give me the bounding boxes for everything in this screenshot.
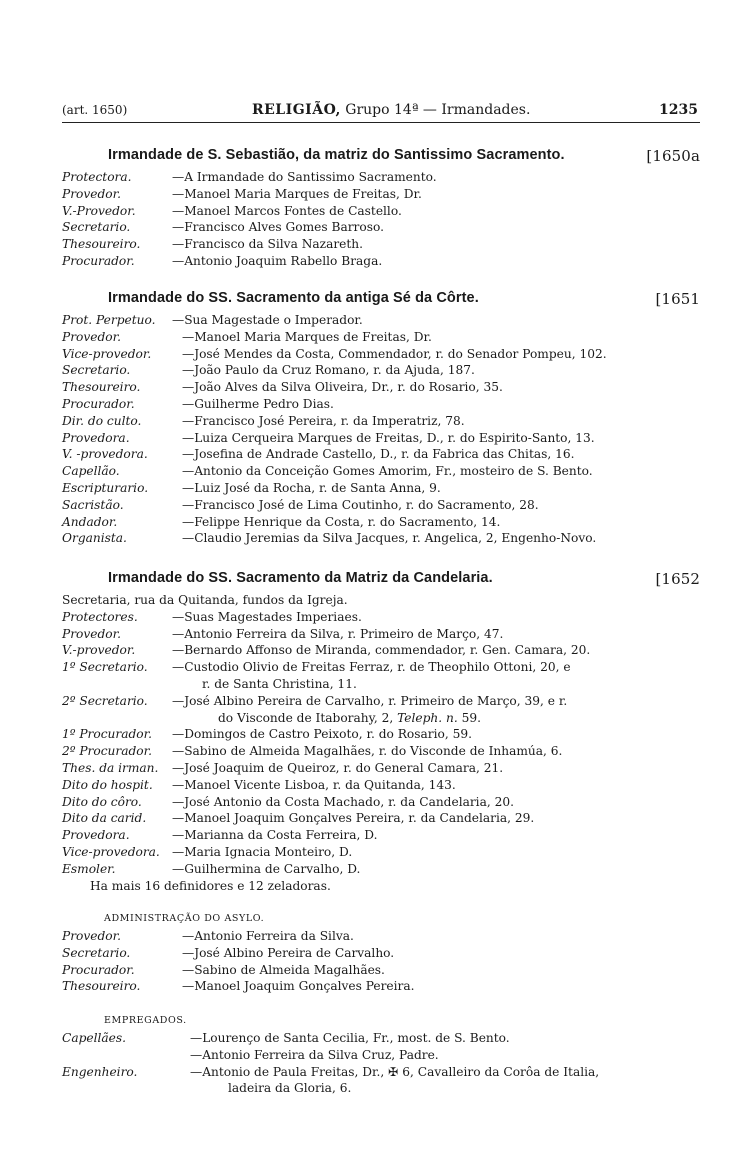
- entry-row: [62, 827, 712, 844]
- entry-role: V.-Provedor.: [62, 203, 136, 218]
- entry-row: [62, 642, 712, 659]
- entry-row: [62, 346, 712, 363]
- section-outro: [62, 878, 712, 895]
- entry-continuation: [62, 676, 712, 693]
- entry-row: [62, 396, 712, 413]
- section-number: [1651: [655, 290, 700, 308]
- entry-row: [62, 945, 712, 962]
- entry-role: Procurador.: [62, 396, 135, 411]
- entry-role: Andador.: [62, 514, 118, 529]
- entry-value: —Bernardo Affonso de Miranda, commendador, r. Gen. Camara, 20.: [172, 643, 591, 658]
- entry-value: —José Albino Pereira de Carvalho, r. Primeiro de Março, 39, e r.: [172, 693, 568, 708]
- section-outro-text: Ha mais 16 definidores e 12 zeladoras.: [90, 878, 331, 893]
- entry-value: —Manoel Maria Marques de Freitas, Dr.: [172, 186, 422, 201]
- entry-role: Thesoureiro.: [62, 979, 141, 994]
- entry-value: —Francisco José Pereira, r. da Imperatriz, 78.: [182, 413, 465, 428]
- entry-row: [62, 659, 712, 676]
- entry-value: —Maria Ignacia Monteiro, D.: [172, 844, 353, 859]
- section-title-text: Irmandade do SS. Sacramento da Matriz da Candelaria.: [108, 570, 493, 586]
- entry-row: [62, 978, 712, 995]
- entry-role: Provedora.: [62, 430, 130, 445]
- entry-role: Dito do côro.: [62, 794, 142, 809]
- entry-row: [62, 446, 712, 463]
- entry-row: [62, 609, 712, 626]
- entry-role: Provedor.: [62, 626, 121, 641]
- entry-role: Provedora.: [62, 828, 130, 843]
- header-title: [252, 102, 530, 118]
- entry-row: [62, 497, 712, 514]
- entry-value: —Manoel Vicente Lisboa, r. da Quitanda, 143.: [172, 777, 456, 792]
- section-1650a: [62, 147, 712, 270]
- section-title-text: Irmandade de S. Sebastião, da matriz do Santissimo Sacramento.: [108, 147, 565, 163]
- entry-row: [62, 844, 712, 861]
- section-title: [62, 147, 712, 169]
- entry-row: [62, 219, 712, 236]
- entry-row: [62, 186, 712, 203]
- entry-role: V. -provedora.: [62, 447, 148, 462]
- entry-continuation: [62, 1080, 712, 1097]
- entry-value: —Claudio Jeremias da Silva Jacques, r. Angelica, 2, Engenho-Novo.: [182, 531, 597, 546]
- entry-value: —José Antonio da Costa Machado, r. da Candelaria, 20.: [172, 794, 514, 809]
- entry-role: V.-provedor.: [62, 643, 136, 658]
- entry-continuation: [62, 710, 712, 727]
- entry-role: Dito do hospit.: [62, 777, 153, 792]
- entry-value: —Antonio Ferreira da Silva Cruz, Padre.: [190, 1047, 439, 1062]
- page-number: 1235: [659, 102, 698, 118]
- entry-role: 2º Procurador.: [62, 744, 152, 759]
- entry-value: —João Paulo da Cruz Romano, r. da Ajuda, 187.: [182, 363, 475, 378]
- entry-role: Capellão.: [62, 464, 120, 479]
- entry-role: Sacristão.: [62, 497, 124, 512]
- entry-row: [62, 329, 712, 346]
- entry-row: [62, 777, 712, 794]
- entry-role: Dito da carid.: [62, 811, 147, 826]
- entry-role: Secretario.: [62, 945, 131, 960]
- entry-role: Protectores.: [62, 609, 138, 624]
- entry-value: —Josefina de Andrade Castello, D., r. da Fabrica das Chitas, 16.: [182, 447, 575, 462]
- header-title-bold: RELIGIÃO,: [252, 102, 341, 118]
- entry-row: [62, 253, 712, 270]
- section-title: [62, 570, 712, 592]
- section-number: [1652: [655, 570, 700, 588]
- header-article-ref: (art. 1650): [62, 103, 128, 117]
- entry-row: [62, 760, 712, 777]
- entry-row: [62, 1064, 712, 1081]
- entry-value: —Sabino de Almeida Magalhães.: [182, 962, 385, 977]
- entry-role: Provedor.: [62, 186, 121, 201]
- header-title-rest: Grupo 14ª — Irmandades.: [340, 102, 531, 118]
- entry-role: Engenheiro.: [62, 1064, 138, 1079]
- entry-value: —José Joaquim de Queiroz, r. do General Camara, 21.: [172, 760, 504, 775]
- entry-value: —Antonio da Conceição Gomes Amorim, Fr., mosteiro de S. Bento.: [182, 464, 593, 479]
- entry-value: —Antonio Ferreira da Silva.: [182, 929, 354, 943]
- entry-role: 2º Secretario.: [62, 693, 148, 708]
- entry-role: Capellães.: [62, 1031, 127, 1045]
- entry-value: —Sabino de Almeida Magalhães, r. do Visconde de Inhamúa, 6.: [172, 744, 563, 759]
- entry-row: [62, 1047, 712, 1064]
- entry-row: [62, 514, 712, 531]
- entry-value: —Suas Magestades Imperiaes.: [172, 609, 362, 624]
- continuation-part: do Visconde de Itaborahy, 2,: [218, 710, 398, 725]
- entry-role: Provedor.: [62, 929, 121, 943]
- entry-role: Thesoureiro.: [62, 237, 141, 252]
- entry-value: —Luiz José da Rocha, r. de Santa Anna, 9.: [182, 480, 441, 495]
- entry-row: [62, 1030, 712, 1047]
- section-number: [1650a: [646, 147, 700, 165]
- entry-row: [62, 928, 712, 945]
- entry-value: —Antonio Ferreira da Silva, r. Primeiro de Março, 47.: [172, 626, 504, 641]
- entry-value: —Guilherme Pedro Dias.: [182, 396, 334, 411]
- entry-role: Dir. do culto.: [62, 413, 142, 428]
- entry-row: [62, 430, 712, 447]
- entry-value: —Luiza Cerqueira Marques de Freitas, D., r. do Espirito-Santo, 13.: [182, 430, 595, 445]
- entry-row: [62, 962, 712, 979]
- entry-row: [62, 810, 712, 827]
- entry-value: —Francisco José de Lima Coutinho, r. do Sacramento, 28.: [182, 497, 539, 512]
- entry-role: Thes. da irman.: [62, 760, 159, 775]
- entry-role: Thesoureiro.: [62, 380, 141, 395]
- entry-row: [62, 626, 712, 643]
- entry-value: —Manoel Marcos Fontes de Castello.: [172, 203, 402, 218]
- entry-row: [62, 530, 712, 547]
- entry-row: [62, 743, 712, 760]
- continuation-italic: Teleph. n.: [397, 710, 458, 725]
- entry-value: —Guilhermina de Carvalho, D.: [172, 861, 361, 876]
- section-1652: [62, 570, 712, 894]
- entry-value: —Felippe Henrique da Costa, r. do Sacramento, 14.: [182, 514, 501, 529]
- entry-row: [62, 413, 712, 430]
- entry-row: [62, 794, 712, 811]
- entry-value: —Custodio Olivio de Freitas Ferraz, r. de Theophilo Ottoni, 20, e: [172, 660, 571, 675]
- entry-row: [62, 362, 712, 379]
- entry-role: Vice-provedor.: [62, 346, 152, 361]
- entry-continuation-text: r. de Santa Christina, 11.: [202, 676, 357, 691]
- entry-role: Vice-provedora.: [62, 844, 160, 859]
- entry-role: Provedor.: [62, 329, 121, 344]
- entry-role: Protectora.: [62, 170, 132, 184]
- entry-value: —José Mendes da Costa, Commendador, r. do Senador Pompeu, 102.: [182, 346, 607, 361]
- entry-role: Organista.: [62, 531, 127, 546]
- running-header: [62, 103, 698, 123]
- entry-row: [62, 236, 712, 253]
- entry-value: —Sua Magestade o Imperador.: [172, 313, 363, 327]
- entry-value: —Manoel Joaquim Gonçalves Pereira, r. da Candelaria, 29.: [172, 811, 535, 826]
- header-rule: [62, 122, 700, 123]
- entry-role: Escripturario.: [62, 480, 149, 495]
- entry-role: Prot. Perpetuo.: [62, 313, 156, 327]
- entry-value: —Manoel Maria Marques de Freitas, Dr.: [182, 329, 432, 344]
- entry-value: —A Irmandade do Santissimo Sacramento.: [172, 170, 437, 184]
- entry-role: 1º Procurador.: [62, 727, 152, 742]
- entry-role: Esmoler.: [62, 861, 116, 876]
- section-1651: [62, 290, 712, 547]
- empregados-section: [62, 1012, 712, 1097]
- entry-role: Secretario.: [62, 363, 131, 378]
- entry-role: Procurador.: [62, 253, 135, 268]
- entry-role: Procurador.: [62, 962, 135, 977]
- entry-continuation-text: [218, 710, 481, 727]
- empregados-heading: EMPREGADOS.: [104, 1015, 187, 1026]
- section-title: [62, 290, 712, 312]
- entry-value: —Francisco Alves Gomes Barroso.: [172, 220, 384, 235]
- entry-value: —Marianna da Costa Ferreira, D.: [172, 828, 378, 843]
- entry-row: [62, 693, 712, 710]
- entry-value: —Lourenço de Santa Cecilia, Fr., most. de S. Bento.: [190, 1031, 510, 1045]
- entry-value: —José Albino Pereira de Carvalho.: [182, 945, 395, 960]
- entry-continuation-text: ladeira da Gloria, 6.: [228, 1081, 352, 1096]
- entry-row: [62, 379, 712, 396]
- asylo-section: [62, 910, 712, 995]
- section-title-text: Irmandade do SS. Sacramento da antiga Sé da Côrte.: [108, 290, 479, 306]
- entry-row: [62, 169, 712, 186]
- entry-role: Secretario.: [62, 220, 131, 235]
- entry-row: [62, 861, 712, 878]
- entry-value: —Domingos de Castro Peixoto, r. do Rosario, 59.: [172, 727, 472, 742]
- entry-value: —Manoel Joaquim Gonçalves Pereira.: [182, 979, 415, 994]
- entry-row: [62, 726, 712, 743]
- asylo-heading: ADMINISTRAÇÃO DO ASYLO.: [104, 913, 265, 924]
- entry-value: —Antonio Joaquim Rabello Braga.: [172, 253, 383, 268]
- entry-row: [62, 480, 712, 497]
- entry-role: 1º Secretario.: [62, 660, 148, 675]
- entry-value: —Antonio de Paula Freitas, Dr., ✠ 6, Cavalleiro da Corôa de Italia,: [190, 1064, 600, 1079]
- entry-value: —Francisco da Silva Nazareth.: [172, 237, 363, 252]
- entry-row: [62, 203, 712, 220]
- entry-value: —João Alves da Silva Oliveira, Dr., r. do Rosario, 35.: [182, 380, 503, 395]
- entry-row: [62, 463, 712, 480]
- section-intro: Secretaria, rua da Quitanda, fundos da Igreja.: [62, 593, 348, 607]
- continuation-end: 59.: [457, 710, 482, 725]
- entry-row: [62, 312, 712, 329]
